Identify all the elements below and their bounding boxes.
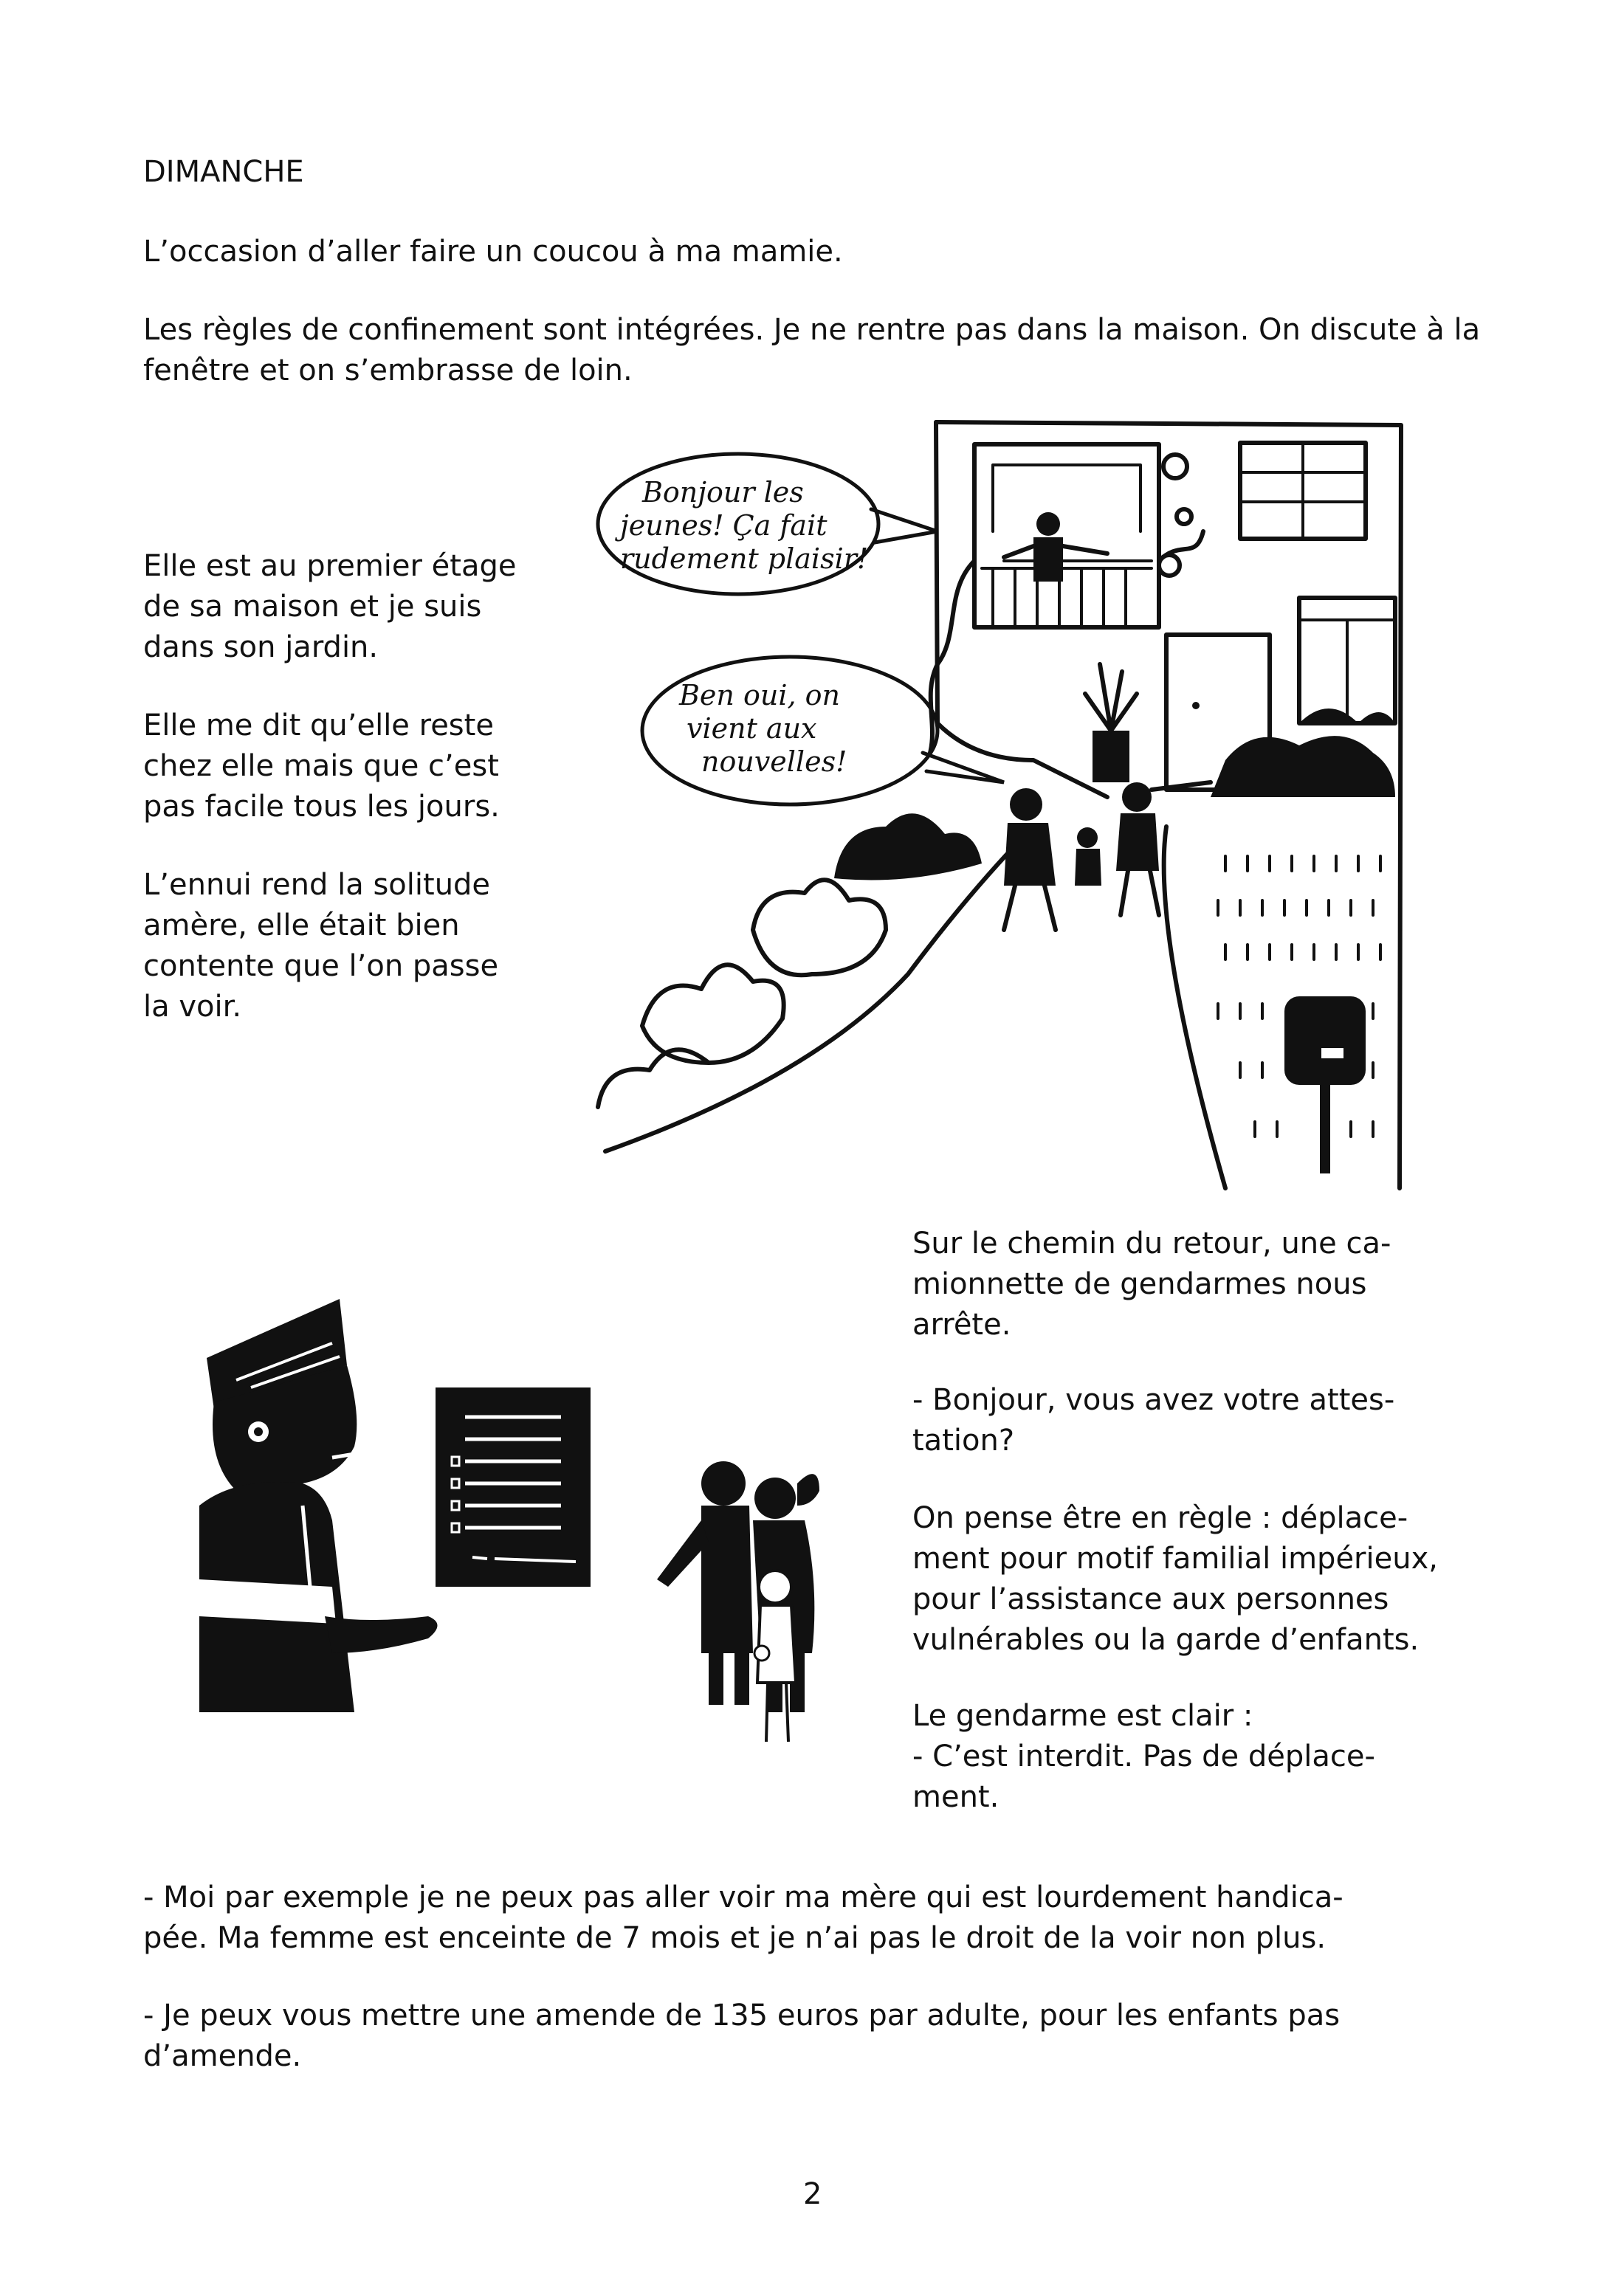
grandma-figure [1004, 512, 1107, 582]
left-paragraph-2: Elle me dit qu’elle reste chez elle mais que c’est pas facile tous les jours. [143, 709, 500, 824]
attestation-document [436, 1387, 591, 1587]
bottom-paragraph-2: - Je peux vous mettre une amende de 135 euros par adulte, pour les enfants pas d’amende. [143, 1999, 1341, 2073]
page-heading: DIMANCHE [143, 155, 304, 189]
left-paragraph-1: Elle est au premier étage de sa maison et je suis dans son jardin. [143, 549, 517, 664]
right-paragraph-1: Sur le chemin du retour, une ca- mionnette de gendarmes nous arrête. [912, 1227, 1391, 1342]
grandma-window [974, 444, 1159, 627]
potted-plant [1085, 664, 1137, 782]
gendarme-illustration [192, 1269, 856, 1742]
intro-paragraph-1: L’occasion d’aller faire un coucou à ma mamie. [143, 235, 843, 269]
speech-bubble-family [642, 657, 1004, 804]
page-number: 2 [803, 2177, 822, 2211]
speech-bubble-grandma [598, 454, 937, 594]
svg-text:Bonjour les: Bonjour les [642, 476, 804, 509]
bottom-paragraph-1: - Moi par exemple je ne peux pas aller voir ma mère qui est lourdement handica- pée. Ma femme est enceinte de 7 mois et je n’ai pas le droit de la voir non plus. [143, 1880, 1343, 1955]
left-paragraph-3: L’ennui rend la solitude amère, elle était bien contente que l’on passe la voir. [143, 868, 499, 1024]
svg-text:rudement plaisir!: rudement plaisir! [620, 542, 869, 575]
house-illustration [591, 413, 1432, 1196]
svg-text:jeunes! Ça fait: jeunes! Ça fait [620, 509, 828, 542]
bush-dark [834, 813, 982, 880]
mailbox [1284, 996, 1366, 1173]
svg-text:vient aux: vient aux [687, 712, 817, 745]
right-paragraph-4: Le gendarme est clair : - C’est interdit. Pas de déplace- ment. [912, 1699, 1375, 1814]
svg-text:Ben oui, on: Ben oui, on [679, 679, 840, 711]
intro-paragraph-2: Les règles de confinement sont intégrées. Je ne rentre pas dans la maison. On discute à la fenêtre et on s’embrasse de loin. [143, 313, 1481, 387]
right-paragraph-2: - Bonjour, vous avez votre attes- tation? [912, 1383, 1395, 1458]
family-figures [1004, 782, 1159, 930]
family-silhouettes [657, 1461, 819, 1742]
svg-text:nouvelles!: nouvelles! [701, 745, 847, 778]
right-paragraph-3: On pense être en règle : déplace- ment pour motif familial impérieux, pour l’assistance aux personnes vulnérables ou la garde d’enfants. [912, 1501, 1438, 1657]
gendarme-figure [199, 1299, 438, 1712]
